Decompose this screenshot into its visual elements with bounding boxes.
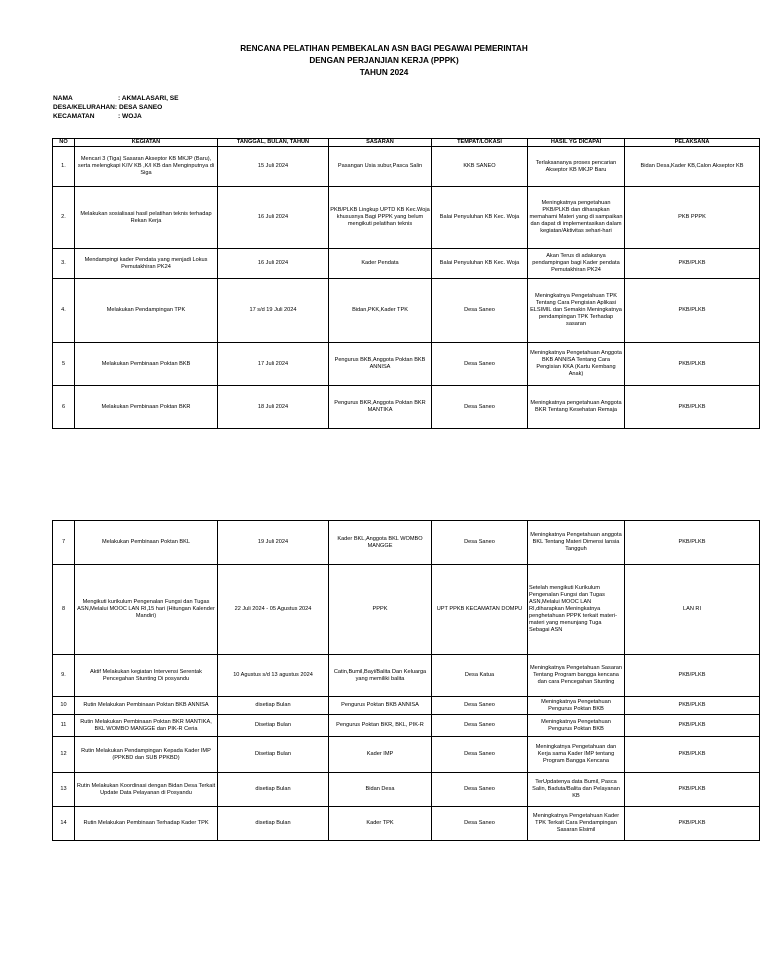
document-title [0, 43, 768, 79]
row-no: 2. [53, 187, 75, 249]
row-kegiatan: Rutin Melakukan Pembinaan Poktan BKB ANNISA [75, 697, 218, 715]
row-tempat: Desa Saneo [432, 386, 528, 429]
row-pelaksana: PKB/PLKB [625, 386, 760, 429]
row-hasil: Terlaksananya proses pencarian Akseptor KB MKJP Baru [528, 147, 625, 187]
row-pelaksana: PKB/PLKB [625, 737, 760, 773]
row-hasil: Meningkatnya Pengetahuan Pengurus Poktan BKB [528, 697, 625, 715]
row-tanggal: 22 Juli 2024 - 05 Agustus 2024 [218, 565, 329, 655]
row-pelaksana: LAN RI [625, 565, 760, 655]
row-tempat: Desa Saneo [432, 343, 528, 386]
table-row [53, 807, 760, 841]
row-kegiatan: Rutin Melakukan Pendampingan Kepada Kader IMP (PPKBD dan SUB PPKBD) [75, 737, 218, 773]
row-no: 11 [53, 715, 75, 737]
row-tanggal: 16 Juli 2024 [218, 249, 329, 279]
title-line-1: RENCANA PELATIHAN PEMBEKALAN ASN BAGI PEGAWAI PEMERINTAH [240, 44, 528, 53]
row-sasaran: Kader Pendata [329, 249, 432, 279]
row-hasil: Meningkatnya pengetahuan PKB/PLKB dan diharapkan memahami Materi yang di sampaikan dan dapat di implementasikan dalam kegiatan/Aktivitas sehari-hari [528, 187, 625, 249]
row-tanggal: 16 Juli 2024 [218, 187, 329, 249]
table-row [53, 187, 760, 249]
row-no: 1. [53, 147, 75, 187]
row-tanggal: disetiap Bulan [218, 807, 329, 841]
header-kegiatan: KEGIATAN [75, 139, 218, 147]
row-pelaksana: PKB/PLKB [625, 807, 760, 841]
row-kegiatan: Melakukan Pendampingan TPK [75, 279, 218, 343]
row-no: 12 [53, 737, 75, 773]
row-kegiatan: Rutin Melakukan Pembinaan Poktan BKR MANTIKA, BKL WOMBO MANGGE dan PIK-R Ceria [75, 715, 218, 737]
row-kegiatan: Mendampingi kader Pendata yang menjadi Lokus Pemutakhiran PK24 [75, 249, 218, 279]
row-sasaran: Pengurus BKR,Anggota Poktan BKR MANTIKA [329, 386, 432, 429]
desa-row [53, 103, 179, 112]
row-sasaran: Kader IMP [329, 737, 432, 773]
row-sasaran: Pengurus Poktan BKB ANNISA [329, 697, 432, 715]
table-row [53, 565, 760, 655]
row-sasaran: Pengurus Poktan BKR, BKL, PIK-R [329, 715, 432, 737]
row-no: 5 [53, 343, 75, 386]
row-sasaran: Kader BKL,Anggota BKL WOMBO MANGGE [329, 521, 432, 565]
row-tanggal: 17 Juli 2024 [218, 343, 329, 386]
row-no: 8 [53, 565, 75, 655]
title-line-3: TAHUN 2024 [359, 68, 409, 77]
row-no: 7 [53, 521, 75, 565]
row-pelaksana: PKB/PLKB [625, 655, 760, 697]
row-tanggal: 18 Juli 2024 [218, 386, 329, 429]
row-hasil: Meningkatnya Pengetahuan Anggota BKB ANNISA Tentang Cara Pengisian KKA (Kartu Kembang Anak) [528, 343, 625, 386]
kecamatan-value: : WOJA [118, 113, 142, 120]
title-line-2: DENGAN PERJANJIAN KERJA (PPPK) [309, 56, 459, 65]
row-tempat: Desa Saneo [432, 737, 528, 773]
row-hasil: TerUpdatenya data Bumil, Pasca Salin, Baduta/Balita dan Pelayanan KB [528, 773, 625, 807]
row-sasaran: Pengurus BKB,Anggota Poktan BKB ANNISA [329, 343, 432, 386]
row-hasil: Meningkatnya Pengetahuan dan Kerja sama Kader IMP tentang Program Bangga Kencana [528, 737, 625, 773]
header-tanggal: TANGGAL, BULAN, TAHUN [218, 139, 329, 147]
row-no: 10 [53, 697, 75, 715]
nama-row [53, 94, 179, 103]
row-tempat: Balai Penyuluhan KB Kec. Woja [432, 249, 528, 279]
table-row [53, 521, 760, 565]
kecamatan-label: KECAMATAN [53, 113, 95, 120]
row-tempat: Desa Saneo [432, 279, 528, 343]
row-sasaran: Kader TPK [329, 807, 432, 841]
activity-table-page-1 [52, 138, 760, 429]
row-hasil: Meningkatnya Pengetahuan Pengurus Poktan BKB [528, 715, 625, 737]
row-no: 4. [53, 279, 75, 343]
row-pelaksana: PKB PPPK [625, 187, 760, 249]
row-sasaran: Catin,Bumil,Bayi/Balita Dan Keluarga yang memiliki balita [329, 655, 432, 697]
row-no: 14 [53, 807, 75, 841]
table-row [53, 343, 760, 386]
row-kegiatan: Melakukan Pembinaan Poktan BKL [75, 521, 218, 565]
table-row [53, 715, 760, 737]
row-kegiatan: Aktif Melakukan kegiatan Intervensi Serentak Pencegahan Stunting Di posyandu [75, 655, 218, 697]
header-no: NO [53, 139, 75, 147]
row-tanggal: disetiap Bulan [218, 773, 329, 807]
row-kegiatan: Rutin Melakukan Koordinasi dengan Bidan Desa Terkait Update Data Pelayanan di Posyandu [75, 773, 218, 807]
row-pelaksana: PKB/PLKB [625, 343, 760, 386]
kecamatan-row [53, 112, 179, 121]
row-hasil: Meningkatnya Pengetahuan anggota BKL Tentang Materi Dimensi lansia Tangguh [528, 521, 625, 565]
row-pelaksana: PKB/PLKB [625, 715, 760, 737]
row-hasil: Akan Terus di adakanya pendampingan bagi Kader pendata Pemutakhiran PK24 [528, 249, 625, 279]
table-row [53, 386, 760, 429]
row-tempat: Desa Katua [432, 655, 528, 697]
row-sasaran: PPPK [329, 565, 432, 655]
row-tanggal: 17 s/d 19 Juli 2024 [218, 279, 329, 343]
table-row [53, 737, 760, 773]
row-tempat: Desa Saneo [432, 521, 528, 565]
row-kegiatan: Rutin Melakukan Pembinaan Terhadap Kader TPK [75, 807, 218, 841]
row-tempat: KKB SANEO [432, 147, 528, 187]
desa-label: DESA/KELURAHAN [53, 104, 115, 111]
row-tanggal: 15 Juli 2024 [218, 147, 329, 187]
row-pelaksana: PKB/PLKB [625, 279, 760, 343]
row-kegiatan: Melakukan Pembinaan Poktan BKR [75, 386, 218, 429]
row-pelaksana: PKB/PLKB [625, 521, 760, 565]
header-pelaksana: PELAKSANA [625, 139, 760, 147]
header-hasil: HASIL YG DICAPAI [528, 139, 625, 147]
row-hasil: Meningkatnya Pengetahuan Sasaran Tentang Program bangga kencana dan cara Pencegahan Stunting [528, 655, 625, 697]
row-hasil: Setelah mengikuti Kurikulum Pengenalan Fungsi dan Tugas ASN,Melalui MOOC LAN RI,diharapkan Meningkatnya penghetahuan PPPK terkait materi-materi yang menunjang Tuga Sebagai ASN [528, 565, 625, 655]
row-tanggal: Disetiap Bulan [218, 715, 329, 737]
row-kegiatan: Mengikuti kurikulum Pengenalan Fungsi dan Tugas ASN,Melalui MOOC LAN RI,15 hari (Hitungan Kalender Mandiri) [75, 565, 218, 655]
table-row [53, 147, 760, 187]
row-tanggal: 19 Juli 2024 [218, 521, 329, 565]
row-sasaran: Bidan,PKK,Kader TPK [329, 279, 432, 343]
desa-value: : DESA SANEO [114, 104, 163, 111]
row-pelaksana: Bidan Desa,Kader KB,Calon Akseptor KB [625, 147, 760, 187]
table-row [53, 249, 760, 279]
row-tempat: Desa Saneo [432, 773, 528, 807]
row-tempat: Desa Saneo [432, 715, 528, 737]
row-no: 9. [53, 655, 75, 697]
row-tempat: Desa Saneo [432, 807, 528, 841]
nama-value: : AKMALASARI, SE [118, 95, 179, 102]
row-sasaran: PKB/PLKB Lingkup UPTD KB Kec.Woja khususnya Bagi PPPK yang belum mengikuti pelatihan teknis [329, 187, 432, 249]
table-row [53, 279, 760, 343]
table-row [53, 773, 760, 807]
nama-label: NAMA [53, 95, 73, 102]
row-hasil: Meningkatnya Pengetahuan Kader TPK Terkait Cara Pendampingan Sasaran Elsimil [528, 807, 625, 841]
row-tempat: UPT PPKB KECAMATAN DOMPU [432, 565, 528, 655]
row-pelaksana: PKB/PLKB [625, 249, 760, 279]
table-header-row [53, 139, 760, 147]
row-pelaksana: PKB/PLKB [625, 697, 760, 715]
row-no: 3. [53, 249, 75, 279]
row-tempat: Desa Saneo [432, 697, 528, 715]
row-tanggal: disetiap Bulan [218, 697, 329, 715]
row-sasaran: Pasangan Usia subur,Pasca Salin [329, 147, 432, 187]
row-tempat: Balai Penyuluhan KB Kec. Woja [432, 187, 528, 249]
row-kegiatan: Melakukan sosialisasi hasil pelatihan teknis terhadap Rekan Kerja [75, 187, 218, 249]
header-sasaran: SASARAN [329, 139, 432, 147]
row-tanggal: Disetiap Bulan [218, 737, 329, 773]
row-kegiatan: Mencari 3 (Tiga) Sasaran Akseptor KB MKJP (Baru), serta melengkapi K/IV KB ,K/I KB dan Menginputnya di Siga [75, 147, 218, 187]
row-pelaksana: PKB/PLKB [625, 773, 760, 807]
row-no: 13 [53, 773, 75, 807]
row-sasaran: Bidan Desa [329, 773, 432, 807]
table-row [53, 655, 760, 697]
table-row [53, 697, 760, 715]
row-kegiatan: Melakukan Pembinaan Poktan BKB [75, 343, 218, 386]
identity-block [53, 94, 179, 121]
row-no: 6 [53, 386, 75, 429]
row-tanggal: 10 Agustus s/d 13 agustus 2024 [218, 655, 329, 697]
header-tempat: TEMPAT/LOKASI [432, 139, 528, 147]
activity-table-page-2 [52, 520, 760, 841]
row-hasil: Meningkatnya pengetahuan Anggota BKR Tentang Kesehatan Remaja [528, 386, 625, 429]
row-hasil: Meningkatnya Pengetahuan TPK Tentang Cara Pengisian Aplikasi ELSIMIL dan Semakin Meningkatnya pendampingan TPK Terhadap sasaran [528, 279, 625, 343]
